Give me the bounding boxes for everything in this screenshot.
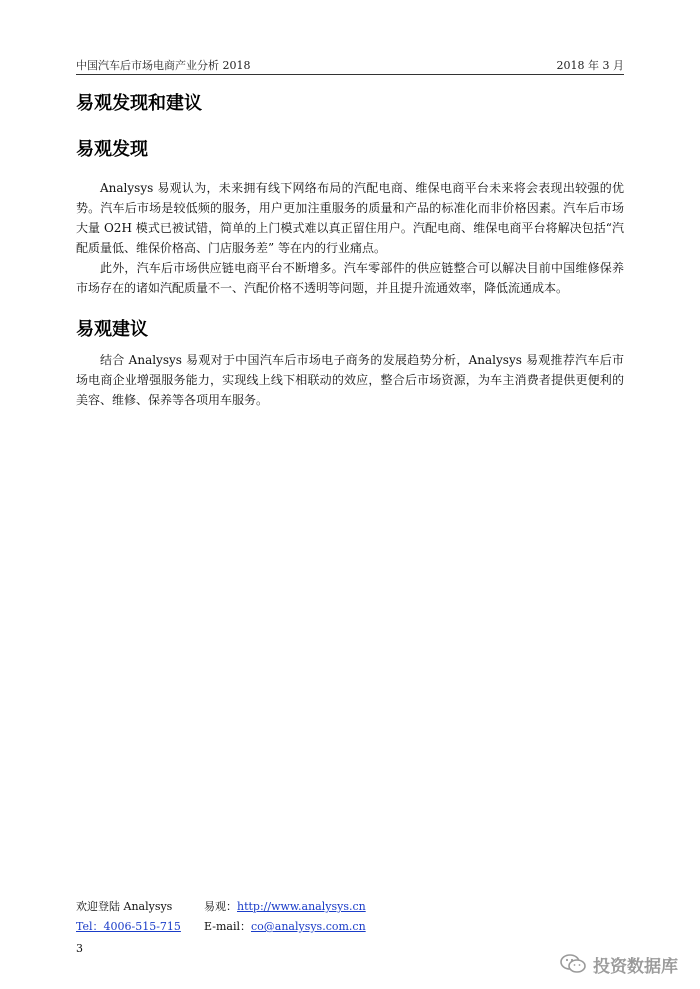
header-date: 2018 年 3 月 — [556, 59, 624, 72]
advice-heading: 易观建议 — [76, 319, 148, 340]
page-title: 易观发现和建议 — [76, 93, 202, 114]
footer-email-label: E-mail： — [204, 920, 251, 933]
footer-site-link[interactable]: http://www.analysys.cn — [237, 900, 366, 913]
page-header — [76, 54, 624, 75]
footer-contact-column — [76, 897, 181, 937]
advice-paragraph: 结合 Analysys 易观对于中国汽车后市场电子商务的发展趋势分析，Analysys 易观推荐汽车后市场电商企业增强服务能力，实现线上线下相联动的效应，整合后市场资源，为车主消费者提供更便利的美容、维修、保养等各项用车服务。 — [76, 353, 624, 407]
watermark — [559, 950, 678, 978]
findings-paragraph-1: Analysys 易观认为，未来拥有线下网络布局的汽配电商、维保电商平台未来将会表现出较强的优势。汽车后市场是较低频的服务，用户更加注重服务的质量和产品的标准化而非价格因素。汽车后市场大量 O2H 模式已被试错，简单的上门模式难以真正留住用户。汽配电商、维保电商平台将解决包括“汽配质量低、维保价格高、门店服务差” 等在内的行业痛点。 — [76, 181, 624, 255]
footer-email-link[interactable]: co@analysys.com.cn — [250, 920, 366, 933]
wechat-icon — [559, 953, 587, 975]
header-report-title: 中国汽车后市场电商产业分析 2018 — [76, 59, 251, 72]
findings-heading: 易观发现 — [76, 139, 148, 160]
footer-tel-link[interactable]: Tel：4006-515-715 — [76, 920, 181, 933]
footer-welcome: 欢迎登陆 Analysys — [76, 900, 173, 913]
footer-web-column — [204, 897, 366, 937]
footer-site-label: 易观： — [204, 900, 237, 913]
watermark-text: 投资数据库 — [593, 956, 678, 977]
findings-paragraph-2: 此外，汽车后市场供应链电商平台不断增多。汽车零部件的供应链整合可以解决目前中国维修保养市场存在的诸如汽配质量不一、汽配价格不透明等问题，并且提升流通效率，降低流通成本。 — [76, 261, 624, 295]
page-number: 3 — [76, 942, 83, 955]
